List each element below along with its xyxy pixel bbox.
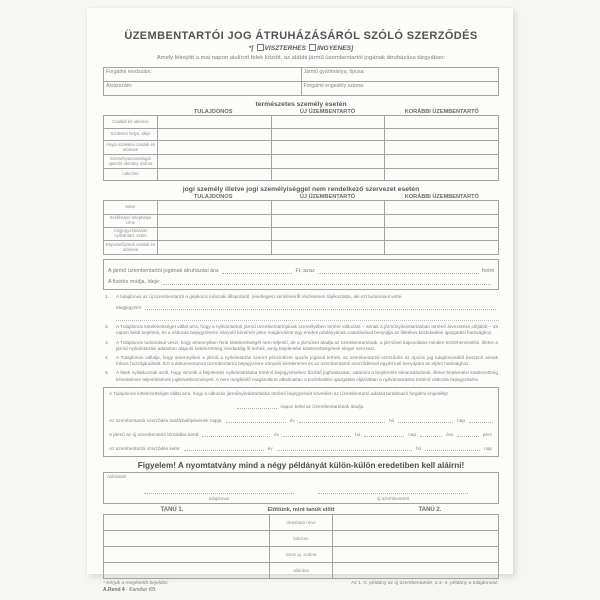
- witness1-label: TANÚ 1.: [160, 507, 184, 514]
- clause-number: 4.: [105, 355, 109, 361]
- empty-cell: [333, 531, 499, 547]
- operator-signature-caption: új üzembentartó: [376, 496, 410, 502]
- empty-cell: [333, 563, 499, 579]
- clauses-list: [103, 294, 499, 383]
- empty-cell: [385, 201, 499, 215]
- empty-cell: [385, 129, 499, 141]
- clause-text: A Tulajdonos vállalja, hogy amennyiben a jármű a nyilvántartás szerint pénzintézet opciós jogával terhelt, az üzembentartói szerződés az opciós jog tulajdonosától beszerzi annak írásos hozzájárulását. Ezt a dokumentumot üzembentartói bejegyzésre irányuló kérelemmel és az üzembentartói szerződéssel együtt kell benyújtani az eljáró hatósághoz.: [116, 355, 498, 367]
- empty-cell: [271, 129, 385, 141]
- year-label: év: [289, 418, 295, 424]
- footer-row: [103, 581, 499, 586]
- empty-cell: [271, 169, 385, 181]
- empty-cell: [385, 215, 499, 228]
- empty-cell: [271, 215, 385, 228]
- effective-date-row: [109, 415, 493, 423]
- witness-row-label-signature: aláírása: [270, 563, 333, 579]
- col-new-operator: ÚJ ÜZEMBENTARTÓ: [299, 109, 356, 115]
- fill-line: [226, 416, 286, 423]
- empty-cell: [385, 228, 499, 241]
- col-owner: TULAJDONOS: [193, 109, 233, 115]
- row-label-hq: Székhelye/ telephelye címe: [104, 215, 158, 228]
- row-label-id-doc: Személyazonosságát igazoló okmány száma: [104, 155, 158, 169]
- minute-label: perc: [482, 432, 493, 438]
- empty-cell: [385, 169, 499, 181]
- fill-line: [469, 416, 493, 423]
- fill-line: [425, 444, 480, 451]
- signatures-label: Aláírások:: [107, 474, 128, 480]
- natural-person-heading: természetes személy esetén: [255, 101, 347, 108]
- fill-line: [457, 430, 479, 437]
- footnote-text: * Kérjük a megfelelőt bejelölni.: [103, 581, 169, 587]
- clause-number: 2.: [105, 324, 109, 330]
- empty-cell: [333, 547, 499, 563]
- publisher-row: [103, 587, 499, 593]
- empty-cell: [271, 228, 385, 241]
- empty-cell: [104, 515, 270, 531]
- separator: -: [124, 587, 130, 594]
- row-label-company-reg: Cégjegyzékszám/ nyilvántart. szám: [104, 228, 158, 241]
- fill-line: [222, 267, 292, 274]
- year-label: év: [274, 432, 280, 438]
- vehicle-data-table: [103, 67, 499, 96]
- form-title: ÜZEMBENTARTÓI JOG ÁTRUHÁZÁSÁRÓL SZÓLÓ SZERZŐDÉS: [124, 30, 478, 42]
- empty-cell: [158, 169, 272, 181]
- legal-person-table: [103, 200, 499, 255]
- natural-column-headers: [156, 109, 499, 115]
- scanned-form-page: [87, 8, 513, 594]
- empty-cell: [271, 141, 385, 155]
- contract-date-label: Az üzembentartói szerződés kelte:: [109, 446, 181, 452]
- empty-cell: [271, 155, 385, 169]
- remark-label: Megjegyzés:: [116, 305, 143, 311]
- empty-cell: [158, 228, 272, 241]
- empty-cell: [385, 116, 499, 129]
- legal-person-heading: jogi személy illetve jogi személyiséggel nem rendelkező szervezet esetén: [182, 186, 420, 193]
- legal-column-headers: [156, 194, 499, 200]
- empty-cell: [333, 515, 499, 531]
- empty-cell: [158, 141, 272, 155]
- payment-label: A fizetés módja, ideje:: [108, 279, 161, 285]
- copies-note: Az 1.-2. példány az új üzembentartóé, a 3.-4. példány a tulajdonosé.: [351, 581, 499, 587]
- witness-table: [103, 514, 499, 579]
- signatures-box: [103, 472, 499, 504]
- possession-label: A jármű az új üzembentartó birtokába kerül:: [109, 432, 200, 438]
- clause-4: [103, 355, 499, 367]
- price-forint-label: forint: [482, 268, 494, 274]
- fill-line: [237, 402, 277, 409]
- handover-return-row: [109, 401, 493, 409]
- col-prev-operator: KORÁBBI ÜZEMBENTARTÓ: [404, 194, 479, 200]
- free-checkbox: [309, 44, 316, 51]
- fill-line: [202, 430, 270, 437]
- clause-text: A Tulajdonos kötelezettséget vállal arra, hogy a nyilvántartott jármű üzembentartójának személyében történt változást – annak a járműnyilvántartásban történő átvezetése céljából – 15 napon belül bejelenti, és a változás bejegyzésére irányuló kérelmét jelen magánokirat egy eredeti példányának csatolásával benyújtja az illetékes közlekedési igazgatási hatósághoz.: [116, 324, 498, 336]
- field-reg-cert: Forgalmi engedély száma:: [301, 82, 499, 96]
- price-ft-label: Ft, azaz: [295, 268, 315, 274]
- onerous-checkbox: [257, 44, 264, 51]
- empty-cell: [158, 201, 272, 215]
- empty-cell: [158, 129, 272, 141]
- row-label-representative: Képviselőjének családi és utóneve: [104, 241, 158, 255]
- operator-signature-line: [318, 492, 468, 494]
- witness-row-label-address: lakcíme: [270, 531, 333, 547]
- handover-return-text: napon belül az Üzembentartónak átadja.: [280, 404, 365, 410]
- field-reg-plate: Forgalmi rendszám:: [104, 68, 302, 82]
- empty-cell: [104, 547, 270, 563]
- clause-text: A felek nyilatkoznak arról, hogy ismerik a bejelentés nyilvántartásba történő bejegyzéséhez fűződő joghatásokat, valamint a bejelentés elmaradásának, illetve bejelentési kötelezettség késedelmes teljesítésének jogkövetkezményeit. A nem megfelelő magánokirat alkalmatlan a közlekedési igazgatási eljárásban a nyilvántartásba történő változás bejegyzésére.: [116, 370, 498, 382]
- fill-line: [364, 430, 404, 437]
- clause-1: [103, 294, 499, 300]
- row-label-org-name: Neve: [104, 201, 158, 215]
- empty-cell: [158, 155, 272, 169]
- warning-text: Figyelem! A nyomtatvány mind a négy példányát külön-külön eredetiben kell aláírni!: [137, 461, 465, 471]
- effective-date-label: Az üzembentartói szerződés hatálybalépésének napja:: [109, 418, 223, 424]
- option-free-label: INGYENES: [316, 45, 352, 52]
- day-label: nap: [484, 446, 492, 452]
- clause-2: [103, 324, 499, 336]
- empty-cell: [158, 215, 272, 228]
- fill-line: [318, 267, 479, 274]
- option-onerous-label: VISZTERHES: [264, 45, 306, 52]
- empty-cell: [271, 201, 385, 215]
- clause-number: 1.: [105, 294, 109, 299]
- empty-cell: [158, 241, 272, 255]
- fill-line: [277, 444, 412, 451]
- price-box: [103, 259, 499, 290]
- clause-5: [103, 370, 499, 382]
- row-label-mother: Anyja születési családi és utóneve: [104, 141, 158, 155]
- subtitle-close-bracket: ]: [351, 45, 354, 52]
- contract-date-row: [109, 443, 493, 451]
- clause-text: A tulajdonos az új üzembentartót a gépkocsi műszaki állapotáról, (esetleges) sérüléseiről részletesen tájékoztatta, aki ezt tudomásul vette.: [116, 294, 403, 299]
- empty-cell: [385, 155, 499, 169]
- witness-row-label-id: szem.ig. száma: [270, 547, 333, 563]
- col-prev-operator: KORÁBBI ÜZEMBENTARTÓ: [404, 109, 479, 115]
- witness-row-label-name: olvasható neve: [270, 515, 333, 531]
- form-code: A.Rend 4: [103, 587, 125, 594]
- empty-cell: [385, 141, 499, 155]
- intro-text: Amely létrejött a mai napon alulírott felek között, az alábbi jármű üzembentartói jogának átruházása tárgyában:: [156, 55, 446, 61]
- fill-line: [145, 303, 496, 310]
- possession-row: [109, 429, 493, 437]
- empty-cell: [271, 241, 385, 255]
- month-label: hó: [355, 432, 361, 438]
- row-label-birth: Születési helye, ideje: [104, 129, 158, 141]
- col-owner: TULAJDONOS: [193, 194, 233, 200]
- empty-cell: [385, 241, 499, 255]
- empty-cell: [158, 116, 272, 129]
- row-label-address: Lakcíme: [104, 169, 158, 181]
- fill-line: [116, 313, 499, 321]
- fill-line: [420, 430, 442, 437]
- fill-line: [283, 430, 351, 437]
- empty-cell: [271, 116, 385, 129]
- field-chassis: Alvázszám:: [104, 82, 302, 96]
- handover-intro: A Tulajdonos kötelezettséget vállal arra, hogy a változás járműnyilvántartásba történő bejegyzését követően az Üzembentartó adatait tartalmazó forgalmi engedélyt: [109, 390, 448, 396]
- day-label: nap: [408, 432, 417, 438]
- remark-row: [116, 302, 499, 310]
- witness2-label: TANÚ 2.: [418, 507, 442, 514]
- year-label: év: [267, 446, 273, 452]
- fill-line: [163, 278, 491, 285]
- clause-text: A Tulajdonos tudomásul veszi, hogy amennyiben fenti kötelezettségét nem teljesíti, de a járművet átadja az üzembentartónak, a járművel kapcsolatos minden közteherviselési, illetve a jármű nyilvántartási adatokon alapuló kötelezettség mindaddig őt terheli, amíg bejelentési kötelezettségének eleget nem tesz.: [116, 339, 498, 351]
- day-label: nap: [457, 418, 465, 424]
- publisher-name: Kamiker Kft.: [129, 587, 157, 594]
- month-label: hó: [415, 446, 422, 452]
- form-subtitle: [103, 44, 499, 52]
- witness-center-label: Előttünk, mint tanúk előtt: [267, 507, 335, 514]
- clause-number: 5.: [105, 370, 109, 376]
- handover-box: [103, 387, 499, 457]
- subtitle-open-bracket: *[: [248, 45, 254, 52]
- month-label: hó: [388, 418, 395, 424]
- field-make-type: Jármű gyártmánya, típusa:: [301, 68, 499, 82]
- fill-line: [184, 444, 264, 451]
- clause-number: 3.: [105, 339, 109, 345]
- owner-signature-line: [144, 492, 294, 494]
- empty-cell: [104, 563, 270, 579]
- empty-cell: [104, 531, 270, 547]
- fill-line: [398, 416, 453, 423]
- clause-3: [103, 340, 499, 352]
- col-new-operator: ÚJ ÜZEMBENTARTÓ: [299, 194, 356, 200]
- witness-header: [103, 507, 499, 513]
- natural-person-table: [103, 115, 499, 181]
- fill-line: [299, 416, 385, 423]
- hour-label: óra: [446, 432, 453, 438]
- price-label: A jármű üzembentartói jogának átruházási ára:: [108, 268, 220, 274]
- row-label-name: Családi és utóneve: [104, 116, 158, 129]
- owner-signature-caption: tulajdonos: [208, 496, 230, 502]
